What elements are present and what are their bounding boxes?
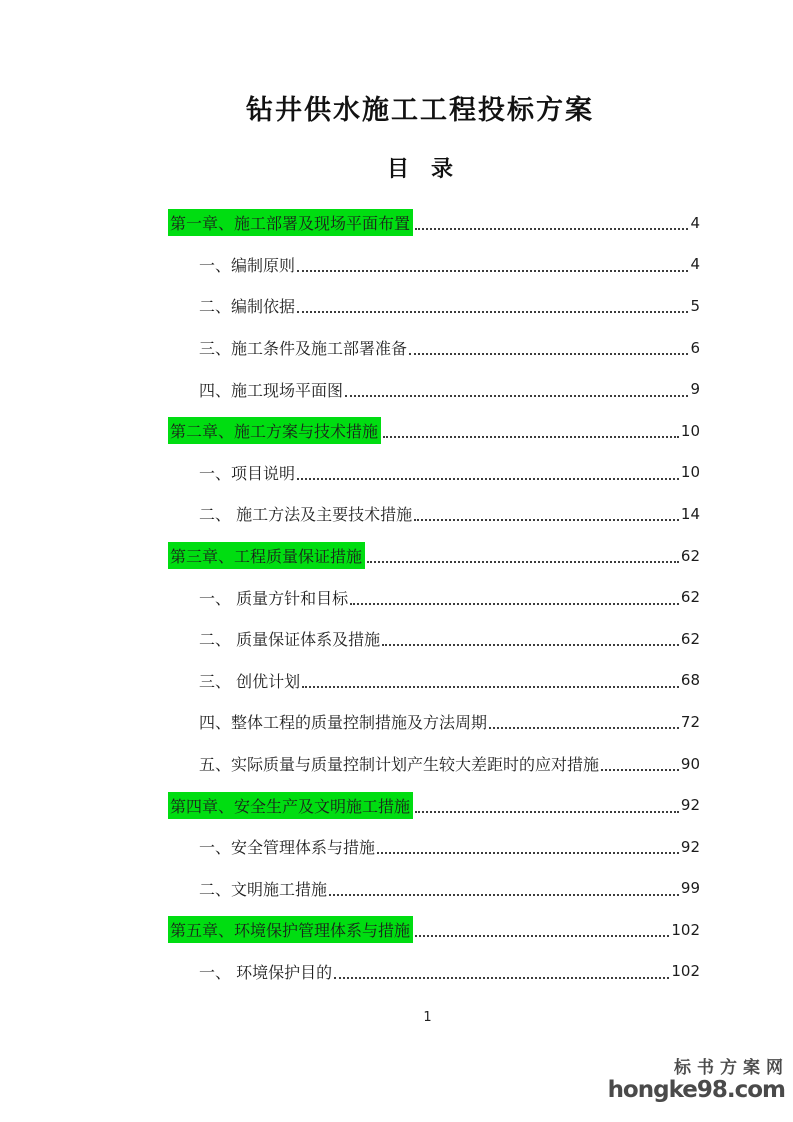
toc-leader-dots — [409, 340, 688, 355]
toc-entry-label: 一、项目说明 — [199, 463, 296, 483]
toc-entry-page: 90 — [680, 754, 700, 773]
toc-entry-page: 102 — [671, 962, 700, 981]
toc-entry — [168, 951, 700, 993]
toc-leader-dots — [382, 631, 679, 646]
toc-entry-label: 一、安全管理体系与措施 — [199, 838, 376, 858]
toc-entry — [168, 493, 700, 535]
toc-entry — [168, 535, 700, 577]
toc-leader-dots — [377, 839, 679, 854]
toc-entry-page: 62 — [680, 546, 700, 565]
document-title: 钻井供水施工工程投标方案 — [246, 95, 594, 126]
toc-entry — [168, 660, 700, 702]
toc-entry — [168, 743, 700, 785]
toc-entry — [168, 868, 700, 910]
toc-entry-page: 10 — [680, 463, 700, 482]
toc-entry-label: 二、 质量保证体系及措施 — [199, 630, 381, 650]
toc-entry — [168, 410, 700, 452]
toc-entry-page: 14 — [680, 504, 700, 523]
toc-entry-page: 62 — [680, 588, 700, 607]
toc-leader-dots — [297, 465, 679, 480]
toc-entry-label: 四、施工现场平面图 — [199, 380, 344, 400]
toc-entry-label: 第五章、环境保护管理体系与措施 — [168, 916, 413, 943]
toc-leader-dots — [414, 506, 679, 521]
toc-leader-dots — [350, 590, 679, 605]
toc-entry-page: 99 — [680, 879, 700, 898]
toc-leader-dots — [302, 673, 679, 688]
toc-entry — [168, 826, 700, 868]
toc-entry-label: 一、 环境保护目的 — [199, 962, 333, 982]
toc-entry-label: 四、整体工程的质量控制措施及方法周期 — [199, 713, 488, 733]
toc-leader-dots — [297, 298, 688, 313]
toc-entry — [168, 244, 700, 286]
toc-leader-dots — [415, 922, 669, 937]
toc-entry-page: 92 — [680, 796, 700, 815]
toc-entry-page: 4 — [690, 213, 700, 232]
toc-entry-label: 一、编制原则 — [199, 255, 296, 275]
toc-leader-dots — [415, 215, 688, 230]
toc-entry-page: 9 — [690, 380, 700, 399]
toc-entry-label: 三、 创优计划 — [199, 671, 301, 691]
toc-entry-page: 6 — [690, 338, 700, 357]
toc-entry-label: 二、编制依据 — [199, 297, 296, 317]
toc-entry-page: 102 — [671, 920, 700, 939]
toc-entry — [168, 452, 700, 494]
toc-entry-label: 第二章、施工方案与技术措施 — [168, 417, 381, 444]
toc-entry-label: 第三章、工程质量保证措施 — [168, 542, 365, 569]
toc-entry-label: 二、文明施工措施 — [199, 879, 328, 899]
toc-entry-page: 10 — [680, 421, 700, 440]
toc-leader-dots — [367, 548, 679, 563]
toc-entry-label: 二、 施工方法及主要技术措施 — [199, 505, 413, 525]
toc-entry-page: 5 — [690, 296, 700, 315]
toc-entry-label: 三、施工条件及施工部署准备 — [199, 339, 408, 359]
toc-entry-label: 一、 质量方针和目标 — [199, 588, 349, 608]
toc-entry-page: 62 — [680, 629, 700, 648]
page-number: 1 — [423, 1010, 432, 1025]
toc-entry — [168, 368, 700, 410]
toc-leader-dots — [601, 756, 679, 771]
toc-leader-dots — [383, 423, 679, 438]
toc-entry-label: 第四章、安全生产及文明施工措施 — [168, 792, 413, 819]
toc-leader-dots — [489, 714, 679, 729]
toc-entry — [168, 576, 700, 618]
toc-entry-page: 4 — [690, 255, 700, 274]
table-of-contents — [0, 202, 793, 992]
toc-entry — [168, 701, 700, 743]
toc-entry — [168, 618, 700, 660]
toc-entry — [168, 327, 700, 369]
toc-entry-page: 72 — [680, 712, 700, 731]
toc-entry — [168, 784, 700, 826]
toc-entry-page: 92 — [680, 837, 700, 856]
toc-entry-label: 第一章、施工部署及现场平面布置 — [168, 209, 413, 236]
toc-entry-page: 68 — [680, 671, 700, 690]
toc-leader-dots — [334, 964, 669, 979]
toc-leader-dots — [329, 881, 679, 896]
toc-leader-dots — [345, 382, 688, 397]
watermark-site-name: 标书方案网 — [674, 1058, 789, 1078]
toc-leader-dots — [415, 798, 679, 813]
watermark — [607, 1058, 789, 1103]
toc-leader-dots — [297, 257, 688, 272]
toc-entry — [168, 285, 700, 327]
toc-entry-label: 五、实际质量与质量控制计划产生较大差距时的应对措施 — [199, 755, 600, 775]
toc-entry — [168, 202, 700, 244]
toc-entry — [168, 909, 700, 951]
toc-heading: 目 录 — [386, 156, 453, 182]
watermark-site-url: hongke98.com — [607, 1076, 785, 1103]
